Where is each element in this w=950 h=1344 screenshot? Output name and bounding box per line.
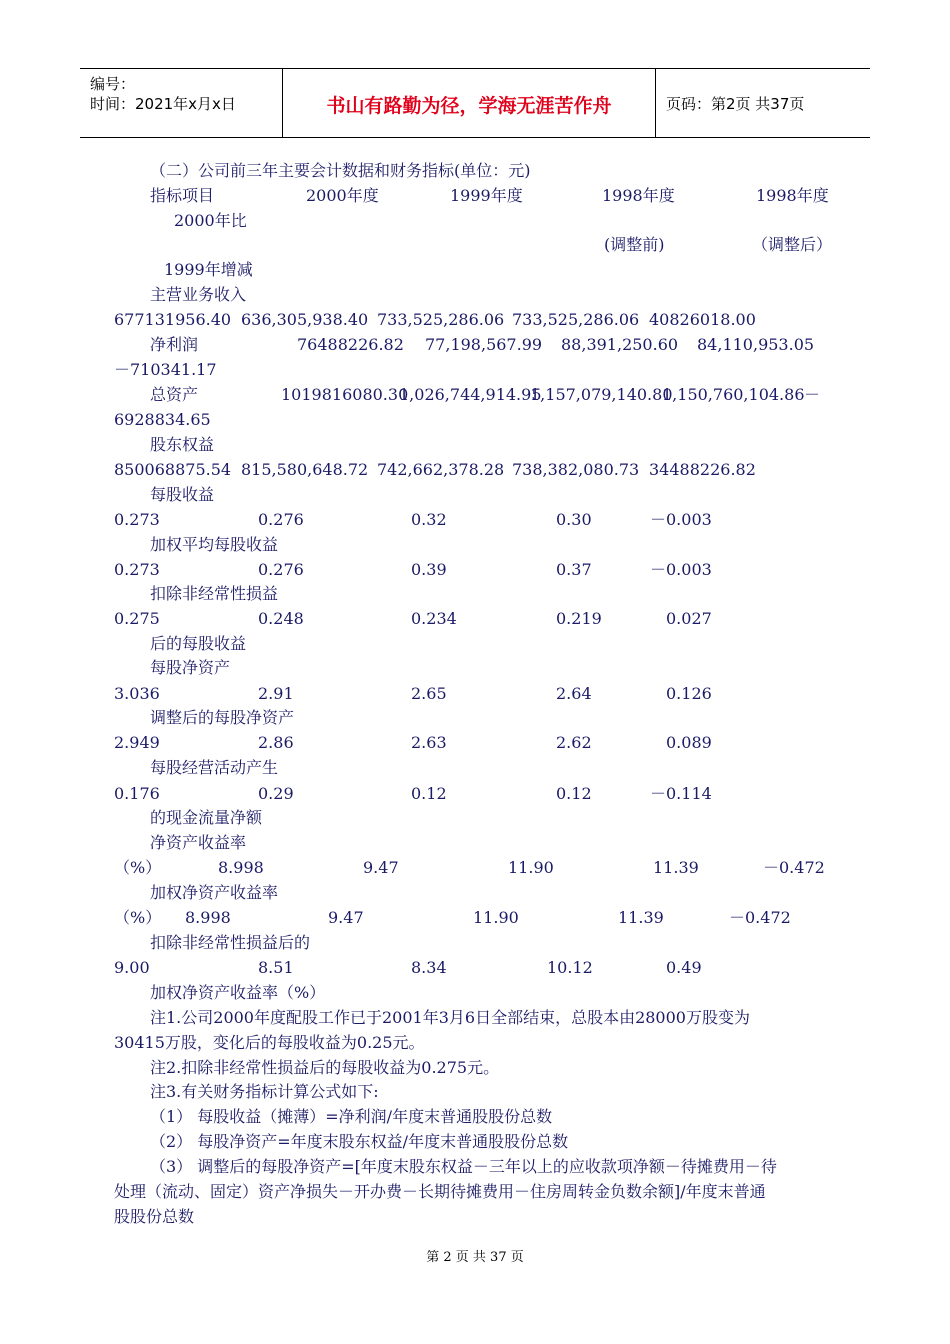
cell: 0.29	[258, 784, 294, 803]
cell: 0.248	[258, 609, 304, 628]
row-label: 的现金流量净额	[150, 808, 263, 827]
formula-3-cont: 处理（流动、固定）资产净损失－开办费－长期待摊费用－住房周转金负数余额]/年度末普通	[114, 1182, 766, 1201]
cell: 738,382,080.73	[512, 460, 640, 479]
cell: 2.62	[556, 733, 592, 752]
cell: 34488226.82	[649, 460, 756, 479]
cell: 0.275	[114, 609, 160, 628]
cell: 2.63	[411, 733, 447, 752]
cell: 0.32	[411, 510, 447, 529]
cell: 850068875.54	[114, 460, 232, 479]
date-label: 时间：2021年x月x日	[90, 95, 236, 113]
col-2000: 2000年度	[306, 186, 379, 205]
cell: 0.176	[114, 784, 160, 803]
cell: 9.47	[363, 858, 399, 877]
row-label: 调整后的每股净资产	[150, 708, 295, 727]
row-label: 主营业务收入	[150, 285, 247, 304]
row-label: 股东权益	[150, 435, 215, 454]
header-motto-cell	[283, 69, 656, 137]
formula-3-end: 股股份总数	[114, 1207, 195, 1226]
cell: 11.39	[653, 858, 699, 877]
cell: －0.472	[763, 858, 825, 877]
cell: 0.276	[258, 510, 304, 529]
cell: 8.998	[218, 858, 264, 877]
cell: 636,305,938.40	[241, 310, 369, 329]
cell: 0.39	[411, 560, 447, 579]
cell: 815,580,648.72	[241, 460, 369, 479]
cell: 8.51	[258, 958, 294, 977]
cell: 3.036	[114, 684, 160, 703]
col-1998-before: 1998年度	[602, 186, 675, 205]
cell: 0.12	[411, 784, 447, 803]
cell: 11.39	[618, 908, 664, 927]
header-meta-cell	[80, 69, 283, 137]
cell: 0.089	[666, 733, 712, 752]
cell: －0.003	[650, 560, 712, 579]
cell: 1019816080.30	[281, 385, 409, 404]
cell: 1,026,744,914.95	[399, 385, 542, 404]
col-item: 指标项目	[150, 186, 215, 205]
cell: －	[804, 385, 821, 404]
cell: 8.998	[185, 908, 231, 927]
formula-1: （1） 每股收益（摊薄）=净利润/年度末普通股股份总数	[150, 1107, 553, 1126]
cell: 0.49	[666, 958, 702, 977]
cell: 0.30	[556, 510, 592, 529]
cell: 8.34	[411, 958, 447, 977]
section-title: （二）公司前三年主要会计数据和财务指标(单位：元)	[150, 161, 531, 180]
cell: 84,110,953.05	[697, 335, 815, 354]
cell: 77,198,567.99	[425, 335, 543, 354]
note-1: 注1.公司2000年度配股工作已于2001年3月6日全部结束，总股本由28000万股变为	[150, 1008, 750, 1027]
cell: 733,525,286.06	[377, 310, 505, 329]
col-before-label: (调整前)	[604, 235, 665, 254]
cell: －0.472	[729, 908, 791, 927]
cell: 0.273	[114, 560, 160, 579]
page-header	[80, 68, 870, 138]
row-label: 加权平均每股收益	[150, 535, 279, 554]
row-label: 净资产收益率	[150, 833, 247, 852]
cell: 0.219	[556, 609, 602, 628]
header-page-cell	[656, 69, 870, 137]
cell: （%）	[114, 858, 162, 877]
cell: 2.91	[258, 684, 294, 703]
cell: 0.273	[114, 510, 160, 529]
cell: 2.65	[411, 684, 447, 703]
col-after-label: （调整后）	[752, 235, 833, 254]
cell: （%）	[114, 908, 162, 927]
row-label: 净利润	[150, 335, 199, 354]
row-label: 扣除非经常性损益	[150, 584, 279, 603]
cell: －0.003	[650, 510, 712, 529]
cell: 2.86	[258, 733, 294, 752]
cell: －0.114	[650, 784, 712, 803]
cell: 11.90	[473, 908, 519, 927]
cell: 40826018.00	[649, 310, 756, 329]
motto: 书山有路勤为径，学海无涯苦作舟	[326, 95, 612, 117]
row-label: 总资产	[150, 385, 199, 404]
cell: 9.00	[114, 958, 150, 977]
formula-3: （3） 调整后的每股净资产=[年度末股东权益－三年以上的应收款项净额－待摊费用－待	[150, 1157, 777, 1176]
col-1999: 1999年度	[450, 186, 523, 205]
cell: 88,391,250.60	[561, 335, 679, 354]
cell: 9.47	[328, 908, 364, 927]
cell: 2.949	[114, 733, 160, 752]
cell: 2.64	[556, 684, 592, 703]
cell: 0.027	[666, 609, 712, 628]
cell: 0.12	[556, 784, 592, 803]
cell: －710341.17	[114, 360, 217, 379]
row-label: 加权净资产收益率	[150, 883, 279, 902]
col-change-line2: 1999年增减	[164, 260, 253, 279]
cell: 0.234	[411, 609, 457, 628]
row-label: 后的每股收益	[150, 634, 247, 653]
doc-number-label: 编号：	[90, 75, 136, 93]
cell: 0.126	[666, 684, 712, 703]
cell: 6928834.65	[114, 410, 211, 429]
page-indicator: 页码：第2页 共37页	[666, 95, 805, 113]
note-1-cont: 30415万股，变化后的每股收益为0.25元。	[114, 1033, 425, 1052]
cell: 0.37	[556, 560, 592, 579]
row-label: 每股收益	[150, 485, 215, 504]
note-3: 注3.有关财务指标计算公式如下:	[150, 1082, 379, 1101]
row-label: 每股净资产	[150, 658, 231, 677]
formula-2: （2） 每股净资产=年度末股东权益/年度末普通股股份总数	[150, 1132, 569, 1151]
cell: 742,662,378.28	[377, 460, 505, 479]
col-change-line1: 2000年比	[174, 211, 247, 230]
note-2: 注2.扣除非经常性损益后的每股收益为0.275元。	[150, 1058, 500, 1077]
cell: 11.90	[508, 858, 554, 877]
page-footer: 第 2 页 共 37 页	[426, 1250, 524, 1265]
cell: 677131956.40	[114, 310, 232, 329]
cell: 10.12	[547, 958, 593, 977]
cell: 1,157,079,140.80	[530, 385, 673, 404]
cell: 76488226.82	[297, 335, 404, 354]
row-label: 每股经营活动产生	[150, 758, 279, 777]
row-label: 扣除非经常性损益后的	[150, 933, 311, 952]
row-label: 加权净资产收益率（%）	[150, 983, 326, 1002]
col-1998-after: 1998年度	[756, 186, 829, 205]
cell: 733,525,286.06	[512, 310, 640, 329]
cell: 0.276	[258, 560, 304, 579]
cell: 1,150,760,104.86	[662, 385, 805, 404]
